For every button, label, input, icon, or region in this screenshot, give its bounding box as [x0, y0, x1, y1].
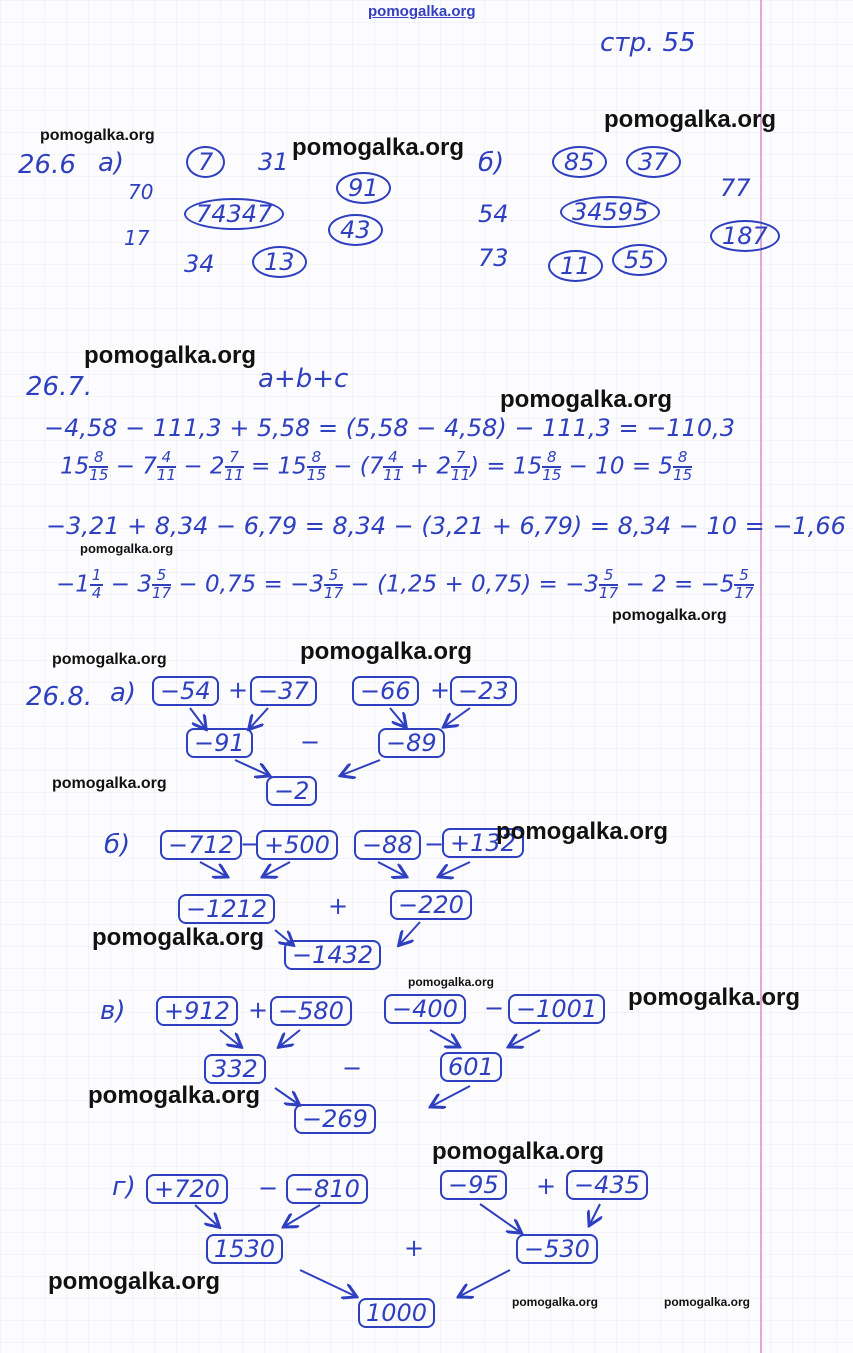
ex267-line1: −4,58 − 111,3 + 5,58 = (5,58 − 4,58) − 111,3 = −110,3	[44, 414, 736, 442]
ex266-b-num: 73	[478, 244, 509, 272]
ex268-a-t1: −54	[152, 676, 219, 706]
ex268-a-t4: −23	[450, 676, 517, 706]
ex266-b-num: 55	[612, 244, 667, 276]
watermark: pomogalka.org	[84, 342, 257, 369]
watermark: pomogalka.org	[92, 924, 265, 951]
ex266-a-num: 7	[186, 146, 225, 178]
ex268-d-t1: +720	[146, 1174, 228, 1204]
ex268-c-t3: −400	[384, 994, 466, 1024]
ex268-number: 26.8.	[26, 682, 93, 712]
ex266-b-num: 54	[478, 200, 509, 228]
watermark: pomogalka.org	[612, 607, 727, 624]
ex268-d-opmid: +	[404, 1234, 425, 1262]
header-site: pomogalka.org	[368, 3, 476, 20]
ex268-b-t2: +500	[256, 830, 338, 860]
watermark: pomogalka.org	[292, 134, 465, 161]
ex268-c-r1: 332	[204, 1054, 266, 1084]
watermark: pomogalka.org	[408, 975, 495, 989]
ex268-a-label: а)	[110, 678, 137, 708]
watermark: pomogalka.org	[48, 1268, 221, 1295]
watermark: pomogalka.org	[500, 386, 673, 413]
ex268-a-res: −2	[266, 776, 317, 806]
ex268-b-t3: −88	[354, 830, 421, 860]
ex266-b-num: 11	[548, 250, 603, 282]
ex268-a-t3: −66	[352, 676, 419, 706]
ex268-b-op1: −	[240, 830, 261, 858]
ex268-d-label: г)	[112, 1172, 136, 1202]
ex266-a-num: 13	[252, 246, 307, 278]
watermark: pomogalka.org	[664, 1295, 751, 1309]
ex268-d-t4: −435	[566, 1170, 648, 1200]
ex268-b-op2: −	[424, 830, 445, 858]
ex266-a-num: 74347	[184, 198, 284, 230]
watermark: pomogalka.org	[52, 651, 167, 668]
ex268-d-t2: −810	[286, 1174, 368, 1204]
ex267-line3: −3,21 + 8,34 − 6,79 = 8,34 − (3,21 + 6,79) = 8,34 − 10 = −1,66	[46, 512, 846, 540]
watermark: pomogalka.org	[604, 106, 777, 133]
watermark: pomogalka.org	[300, 638, 473, 665]
ex266-a-label: а)	[98, 148, 125, 178]
ex268-d-t3: −95	[440, 1170, 507, 1200]
ex266-a-num: 91	[336, 172, 391, 204]
ex268-a-op1: +	[228, 676, 249, 704]
ex267-line2: 15 $\frac{8}{15}$ − 7 $\frac{4}{11}$ − 2 $\frac{7}{11}$ = 15 $\frac{8}{15}$ − (7 $\frac{4}{11}$ + 2 $\frac{7}{11}$ ) = 15 $\frac{8}{15}$ − 10 = 5 $\frac{8}{15}$	[60, 448, 693, 484]
ex268-d-res: 1000	[358, 1298, 435, 1328]
ex268-a-r1: −91	[186, 728, 253, 758]
ex268-c-opmid: −	[342, 1054, 363, 1082]
watermark: pomogalka.org	[80, 541, 174, 556]
ex268-c-op2: −	[484, 994, 505, 1022]
ex268-d-op2: +	[536, 1172, 557, 1200]
ex268-d-r1: 1530	[206, 1234, 283, 1264]
ex267-line4: −1 $\frac{1}{4}$ − 3 $\frac{5}{17}$ − 0,75 = −3 $\frac{5}{17}$ − (1,25 + 0,75) = −3 $\frac{5}{17}$ − 2 = −5 $\frac{5}{17}$	[56, 566, 754, 602]
ex268-a-opmid: −	[300, 728, 321, 756]
watermark: pomogalka.org	[512, 1295, 599, 1309]
watermark: pomogalka.org	[88, 1082, 261, 1109]
ex268-b-opmid: +	[328, 892, 349, 920]
watermark: pomogalka.org	[432, 1138, 605, 1165]
ex268-b-res: −1432	[284, 940, 381, 970]
ex266-a-num: 17	[124, 226, 150, 250]
ex266-number: 26.6	[18, 150, 76, 180]
ex268-b-r2: −220	[390, 890, 472, 920]
ex268-c-res: −269	[294, 1104, 376, 1134]
ex268-b-label: б)	[104, 830, 131, 860]
ex268-c-t4: −1001	[508, 994, 605, 1024]
ex268-b-r1: −1212	[178, 894, 275, 924]
ex266-a-num: 31	[258, 148, 289, 176]
ex266-b-num: 187	[710, 220, 780, 252]
ex268-c-op1: +	[248, 996, 269, 1024]
ex268-a-t2: −37	[250, 676, 317, 706]
ex268-c-t1: +912	[156, 996, 238, 1026]
ex267-number: 26.7.	[26, 372, 93, 402]
ex266-a-num: 34	[184, 250, 215, 278]
ex268-d-r2: −530	[516, 1234, 598, 1264]
ex268-a-op2: +	[430, 676, 451, 704]
watermark: pomogalka.org	[52, 775, 167, 792]
ex267-formula: a+b+c	[258, 364, 349, 394]
watermark: pomogalka.org	[40, 127, 155, 144]
ex268-c-t2: −580	[270, 996, 352, 1026]
ex266-b-num: 34595	[560, 196, 660, 228]
ex266-a-num: 43	[328, 214, 383, 246]
ex268-a-r2: −89	[378, 728, 445, 758]
ex266-a-num: 70	[128, 180, 154, 204]
ex268-b-t4: +132	[442, 828, 524, 858]
ex266-b-label: б)	[478, 148, 505, 178]
ex266-b-num: 77	[720, 174, 751, 202]
ex268-c-label: в)	[100, 996, 126, 1026]
ex268-c-r2: 601	[440, 1052, 502, 1082]
ex266-b-num: 37	[626, 146, 681, 178]
ex268-b-t1: −712	[160, 830, 242, 860]
watermark: pomogalka.org	[628, 984, 801, 1011]
watermark: pomogalka.org	[496, 818, 669, 845]
ex268-d-op1: −	[258, 1174, 279, 1202]
page-label: стр. 55	[600, 28, 696, 58]
ex266-b-num: 85	[552, 146, 607, 178]
